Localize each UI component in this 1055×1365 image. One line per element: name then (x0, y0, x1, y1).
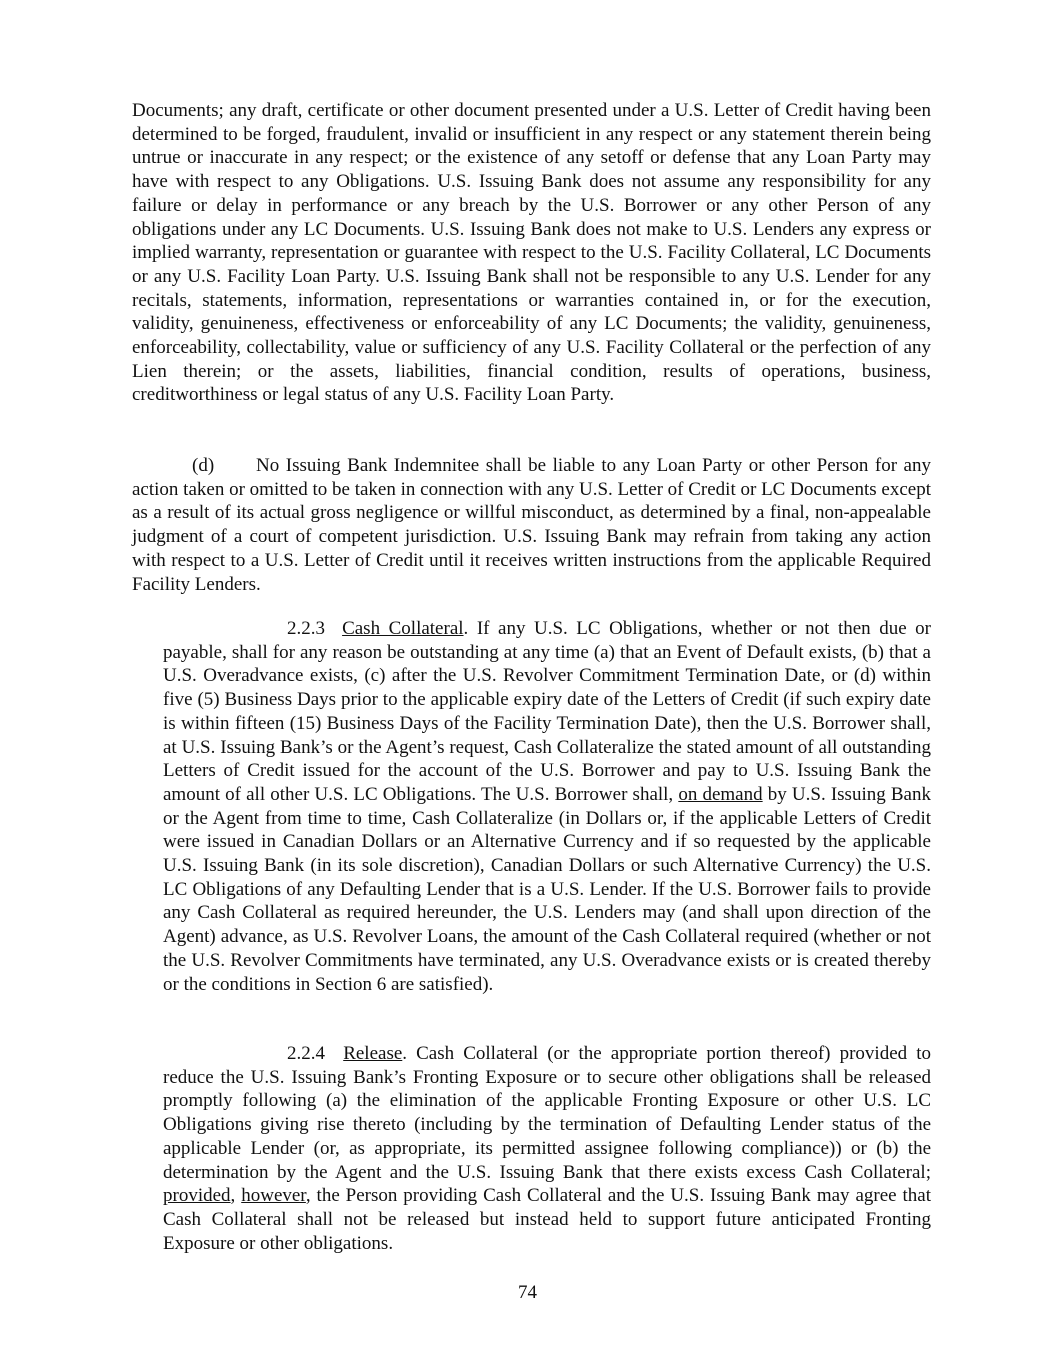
section-number: 2.2.4 (287, 1043, 325, 1064)
on-demand-term: on demand (678, 783, 763, 805)
section-text-part-1: If any U.S. LC Obligations, whether or not then due or payable, shall for any reason be outstanding at any time (a) that an Event of Default exists, (b) that a U.S. Overadvance exists, (c) after the U.S. Revolver Commitment Termination Date, or (d) within five (5) Business Days prior to the applicable expiry date of the Letters of Credit (if such expiry date is within fifteen (15) Business Days of the Facility Termination Date), then the U.S. Borrower shall, at U.S. Issuing Bank’s or the Agent’s request, Cash Collateralize the stated amount of all outstanding Letters of Credit issued for the account of the U.S. Borrower and pay to U.S. Issuing Bank the amount of all other U.S. LC Obligations. The U.S. Borrower shall, (163, 618, 932, 805)
heading-period: . (402, 1043, 408, 1064)
paragraph-d-label: (d) (192, 455, 215, 476)
paragraph-d-text: No Issuing Bank Indemnitee shall be liable to any Loan Party or other Person for any action taken or omitted to be taken in connection with any U.S. Letter of Credit or LC Documents except as a result of its actual gross negligence or willful misconduct, as determined by a final, non-appealable judgment of a court of competent jurisdiction. U.S. Issuing Bank may refrain from taking any action with respect to a U.S. Letter of Credit until it receives written instructions from the applicable Required Facility Lenders. (132, 455, 931, 595)
section-2-2-4 (163, 1042, 931, 1255)
section-text-part-2: , the Person providing Cash Collateral and the U.S. Issuing Bank may agree that Cash Collateral shall not be released but instead held to support future anticipated Fronting Exposure or other obligations. (163, 1185, 932, 1254)
section-heading: Cash Collateral (342, 618, 464, 639)
section-number: 2.2.3 (287, 618, 325, 639)
paragraph-c-continuation: Documents; any draft, certificate or other document presented under a U.S. Letter of Credit having been determined to be forged, fraudulent, invalid or insufficient in any respect or any statement therein being untrue or inaccurate in any respect; or the existence of any setoff or defense that any Loan Party may have with respect to any Obligations. U.S. Issuing Bank does not assume any responsibility for any failure or delay in performance or any breach by the U.S. Borrower or any other Person of any obligations under any LC Documents. U.S. Issuing Bank does not make to U.S. Lenders any express or implied warranty, representation or guarantee with respect to the U.S. Facility Collateral, LC Documents or any U.S. Facility Loan Party. U.S. Issuing Bank shall not be responsible to any U.S. Lender for any recitals, statements, information, representations or warranties contained in, or for the execution, validity, genuineness, effectiveness or enforceability of any LC Documents; the validity, genuineness, enforceability, collectability, value or sufficiency of any U.S. Facility Collateral or the perfection of any Lien therein; or the assets, liabilities, financial condition, results of operations, business, creditworthiness or legal status of any U.S. Facility Loan Party. (132, 100, 931, 406)
section-heading: Release (343, 1043, 403, 1064)
section-text-part-1: Cash Collateral (or the appropriate portion thereof) provided to reduce the U.S. Issuing Bank’s Fronting Exposure or to secure other obligations shall be released promptly following (a) the elimination of the applicable Fronting Exposure or other U.S. LC Obligations giving rise thereto (including by the termination of Defaulting Lender status of the applicable Lender (or, as appropriate, its permitted assignee following compliance)) or (b) the determination by the Agent and the U.S. Issuing Bank that there exists excess Cash Collateral; (163, 1043, 932, 1183)
provided-term: provided (163, 1185, 231, 1207)
however-term: however (241, 1185, 306, 1207)
section-text-part-2: by U.S. Issuing Bank or the Agent from time to time, Cash Collateralize (in Dollars or, if the applicable Letters of Credit were issued in Canadian Dollars or an Alternative Currency and if so requested by the applicable U.S. Issuing Bank (in its sole discretion), Canadian Dollars or such Alternative Currency) the U.S. LC Obligations of any Defaulting Lender that is a U.S. Lender. If the U.S. Borrower fails to provide any Cash Collateral as required hereunder, the U.S. Lenders may (and shall upon direction of the Agent) advance, as U.S. Revolver Loans, the amount of the Cash Collateral required (whether or not the U.S. Revolver Commitments have terminated, any U.S. Overadvance exists or is created thereby or the conditions in Section 6 are satisfied). (163, 783, 931, 995)
page-number: 74 (518, 1282, 537, 1303)
heading-period: . (463, 618, 469, 639)
section-2-2-3 (163, 617, 931, 996)
comma: , (230, 1185, 242, 1207)
paragraph-d (132, 454, 931, 596)
